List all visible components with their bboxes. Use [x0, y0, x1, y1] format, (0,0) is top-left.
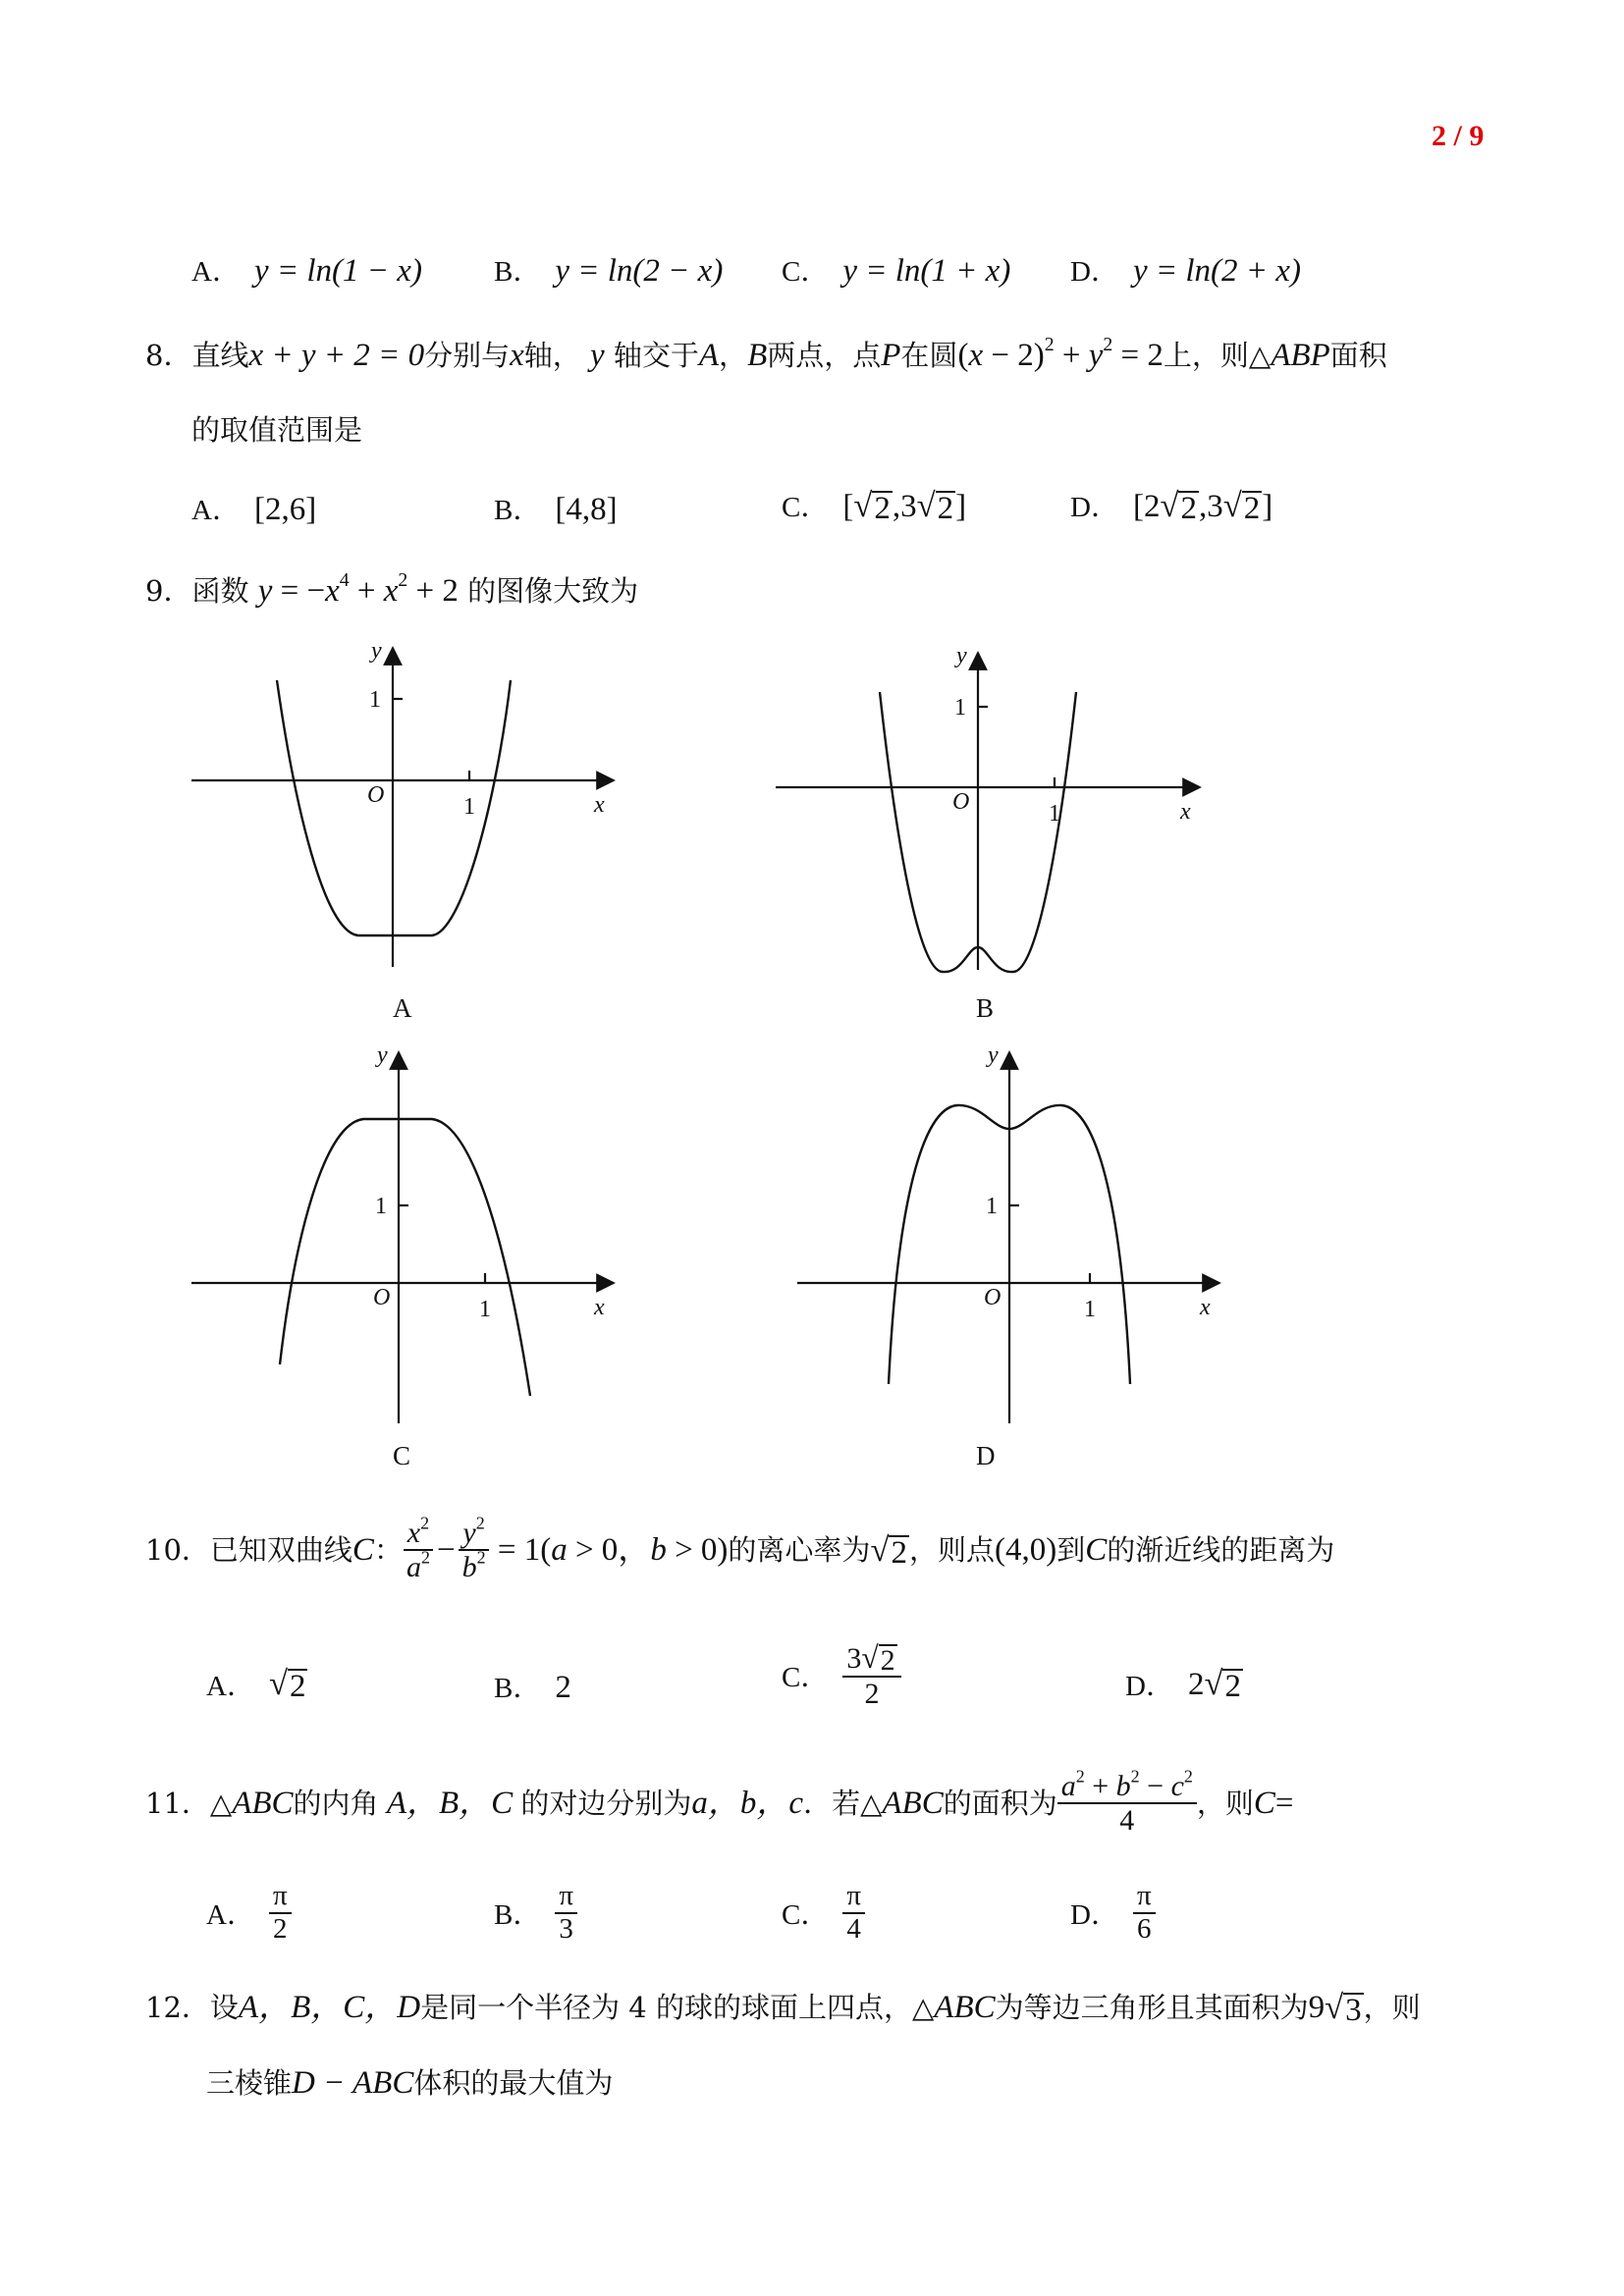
origin-label: O	[952, 789, 970, 815]
q12-number: 12．	[145, 1991, 210, 2024]
option-label: B．	[494, 1899, 542, 1932]
q10-text: 已知双曲线	[209, 1533, 352, 1567]
q11-text: ．若△	[803, 1787, 883, 1820]
x-axis-label: x	[594, 1295, 605, 1320]
q12-text: 设	[209, 1991, 239, 2024]
q12-text: 是同一个半径为 4 的球的球面上四点，△	[420, 1991, 935, 2024]
q9-text: 函数	[191, 574, 249, 608]
q9-number: 9．	[145, 574, 192, 608]
option-label: D．	[1070, 256, 1119, 288]
y-tick-label: 1	[986, 1194, 998, 1219]
page-number: 2 / 9	[1432, 120, 1485, 152]
graph-a	[191, 648, 614, 967]
q8-A: A	[698, 338, 720, 373]
q9-text: 的图像大致为	[467, 574, 639, 608]
q10-option-b[interactable]	[494, 1666, 571, 1706]
y-tick-label: 1	[954, 695, 966, 721]
q10-line	[145, 1513, 1335, 1583]
option-label: C．	[782, 492, 830, 523]
option-expr: $\frac{\pi}{6}$	[1133, 1881, 1156, 1946]
y-axis-label: y	[371, 638, 382, 664]
q8-text: 分别与	[424, 339, 511, 372]
q8-line-equation: x + y + 2 = 0	[248, 338, 425, 373]
x-axis-label: x	[1200, 1295, 1211, 1320]
q10-colon: ：	[373, 1533, 403, 1567]
q12-text: 三棱锥	[206, 2066, 293, 2100]
option-label: D．	[1125, 1671, 1174, 1702]
graph-b	[776, 653, 1200, 972]
q11-area-fraction: $\frac{a^2 + b^2 - c^2}{4}$	[1057, 1770, 1197, 1837]
option-label: A．	[191, 495, 241, 526]
q10-C: C	[352, 1532, 374, 1568]
option-expr: $\frac{\pi}{2}$	[269, 1881, 292, 1946]
q8-text: 面积	[1329, 339, 1387, 372]
option-expr: y = ln(2 + x)	[1132, 253, 1301, 289]
q11-equals: =	[1274, 1786, 1294, 1821]
q11-text: ，则	[1196, 1787, 1254, 1820]
graph-label-a: A	[393, 993, 412, 1023]
q8-B: B	[747, 338, 768, 373]
y-axis-label: y	[988, 1042, 999, 1068]
q8-line2: 的取值范围是	[191, 413, 363, 447]
option-label: A．	[206, 1671, 255, 1702]
option-label: B．	[494, 495, 542, 526]
option-expr: 2	[555, 1670, 571, 1705]
q11-number: 11．	[145, 1787, 210, 1820]
option-expr: [2 √ 2 ,3 √ 2 ]	[1132, 487, 1273, 526]
option-label: D．	[1070, 1899, 1119, 1932]
q11-option-d[interactable]	[1070, 1881, 1156, 1946]
q8-number: 8．	[145, 339, 192, 372]
q10-option-d[interactable]	[1125, 1664, 1243, 1704]
q10-condition: = 1(a > 0，b > 0)	[489, 1532, 729, 1568]
q11-text: △	[209, 1787, 233, 1820]
q8-text: 轴交于	[613, 339, 699, 372]
q12-text: 为等边三角形且其面积为	[995, 1991, 1309, 2024]
q8-ABP: ABP	[1271, 338, 1330, 373]
option-label: D．	[1070, 492, 1119, 523]
option-label: B．	[494, 256, 542, 288]
option-label: C．	[782, 256, 830, 288]
q10-point: (4,0)	[994, 1532, 1057, 1568]
option-expr: y = ln(1 − x)	[253, 253, 422, 289]
y-tick-label: 1	[369, 687, 381, 713]
option-expr: $\frac{\pi}{3}$	[555, 1881, 577, 1946]
q8-x: x	[510, 338, 524, 373]
q11-C: C	[1253, 1786, 1275, 1821]
q10-minus: −	[436, 1532, 456, 1568]
x-axis-label: x	[594, 792, 605, 818]
x-axis-label: x	[1180, 799, 1191, 825]
option-label: C．	[782, 1662, 830, 1694]
q12-area: 9 √ 3	[1308, 1989, 1362, 2028]
option-expr: y = ln(2 − x)	[555, 253, 724, 289]
q8-y: y	[589, 338, 605, 373]
q12-text: 体积的最大值为	[413, 2066, 614, 2100]
q10-text: ，则点	[908, 1533, 995, 1567]
option-expr: 3 √ 2 2	[842, 1641, 900, 1710]
q10-frac-y: $\frac{y^2}{b^2}$	[459, 1517, 490, 1583]
q12-text: ，则	[1363, 1991, 1421, 2024]
option-expr: [2,6]	[253, 492, 317, 527]
q8-text: 直线	[191, 339, 249, 372]
q11-text: 的面积为	[943, 1787, 1057, 1820]
option-expr: $\frac{\pi}{4}$	[842, 1881, 865, 1946]
y-axis-label: y	[956, 643, 967, 668]
q12-ABC: ABC	[934, 1990, 996, 2025]
option-expr: √ 2	[268, 1665, 306, 1704]
y-axis-label: y	[377, 1042, 388, 1068]
option-expr: [ √ 2 ,3 √ 2 ]	[842, 487, 967, 526]
option-expr: y = ln(1 + x)	[842, 253, 1011, 289]
origin-label: O	[373, 1285, 391, 1310]
option-expr: [4,8]	[555, 492, 618, 527]
q11-ABC: ABC	[882, 1786, 944, 1821]
graph-d	[797, 1052, 1219, 1423]
q8-text: 在圆	[900, 339, 958, 372]
graph-label-c: C	[393, 1441, 411, 1470]
option-expr: 2 √ 2	[1187, 1665, 1241, 1704]
y-tick-label: 1	[375, 1194, 387, 1219]
x-tick-label: 1	[1049, 801, 1060, 827]
origin-label: O	[367, 782, 385, 808]
q12-points: A，B，C，D	[238, 1990, 421, 2025]
q10-text: 的离心率为	[728, 1533, 871, 1567]
q10-number: 10．	[145, 1533, 210, 1567]
graph-c	[191, 1052, 614, 1423]
q8-circle-equation: $(x - 2)^2 + y^2 = 2$	[957, 334, 1164, 373]
option-label: C．	[782, 1899, 830, 1932]
q10-text: 的渐近线的距离为	[1107, 1533, 1335, 1567]
q8-comma: ，	[719, 339, 748, 372]
graph-label-d: D	[976, 1441, 996, 1470]
q10-text: 到	[1056, 1533, 1086, 1567]
q8-text: 上，则△	[1163, 339, 1272, 372]
option-label: A．	[191, 256, 241, 288]
q8-text: 两点，点	[767, 339, 882, 372]
q12-line2	[206, 2063, 613, 2103]
q11-sides: a，b，c	[691, 1786, 804, 1821]
x-tick-label: 1	[1084, 1297, 1096, 1322]
q11-ABC: ABC	[232, 1786, 294, 1821]
q11-line	[145, 1766, 1294, 1837]
q8-P: P	[881, 338, 901, 373]
q11-option-c[interactable]	[782, 1881, 865, 1946]
q10-frac-x: $\frac{x^2}{a^2}$	[403, 1517, 434, 1583]
q10-sqrt2: √ 2	[870, 1531, 907, 1571]
q10-option-a[interactable]	[206, 1664, 307, 1704]
q11-text: 的内角	[293, 1787, 379, 1820]
origin-label: O	[984, 1285, 1001, 1310]
q12-line1	[145, 1988, 1421, 2027]
q11-text: 的对边分别为	[520, 1787, 692, 1820]
q8-text: 轴，	[523, 339, 581, 372]
q11-option-a[interactable]	[206, 1881, 292, 1946]
q10-option-c[interactable]	[782, 1641, 901, 1710]
q9-function: $y = -x^4 + x^2 + 2$	[257, 569, 459, 609]
curve	[280, 1119, 530, 1396]
option-label: B．	[494, 1673, 542, 1704]
option-label: A．	[206, 1899, 255, 1932]
q11-option-b[interactable]	[494, 1881, 577, 1946]
q11-vertices: A，B，C	[378, 1786, 521, 1821]
q12-pyramid: D − ABC	[292, 2065, 414, 2101]
graph-label-b: B	[976, 993, 995, 1023]
x-tick-label: 1	[479, 1297, 491, 1322]
q10-C: C	[1085, 1532, 1108, 1568]
x-tick-label: 1	[463, 794, 475, 820]
